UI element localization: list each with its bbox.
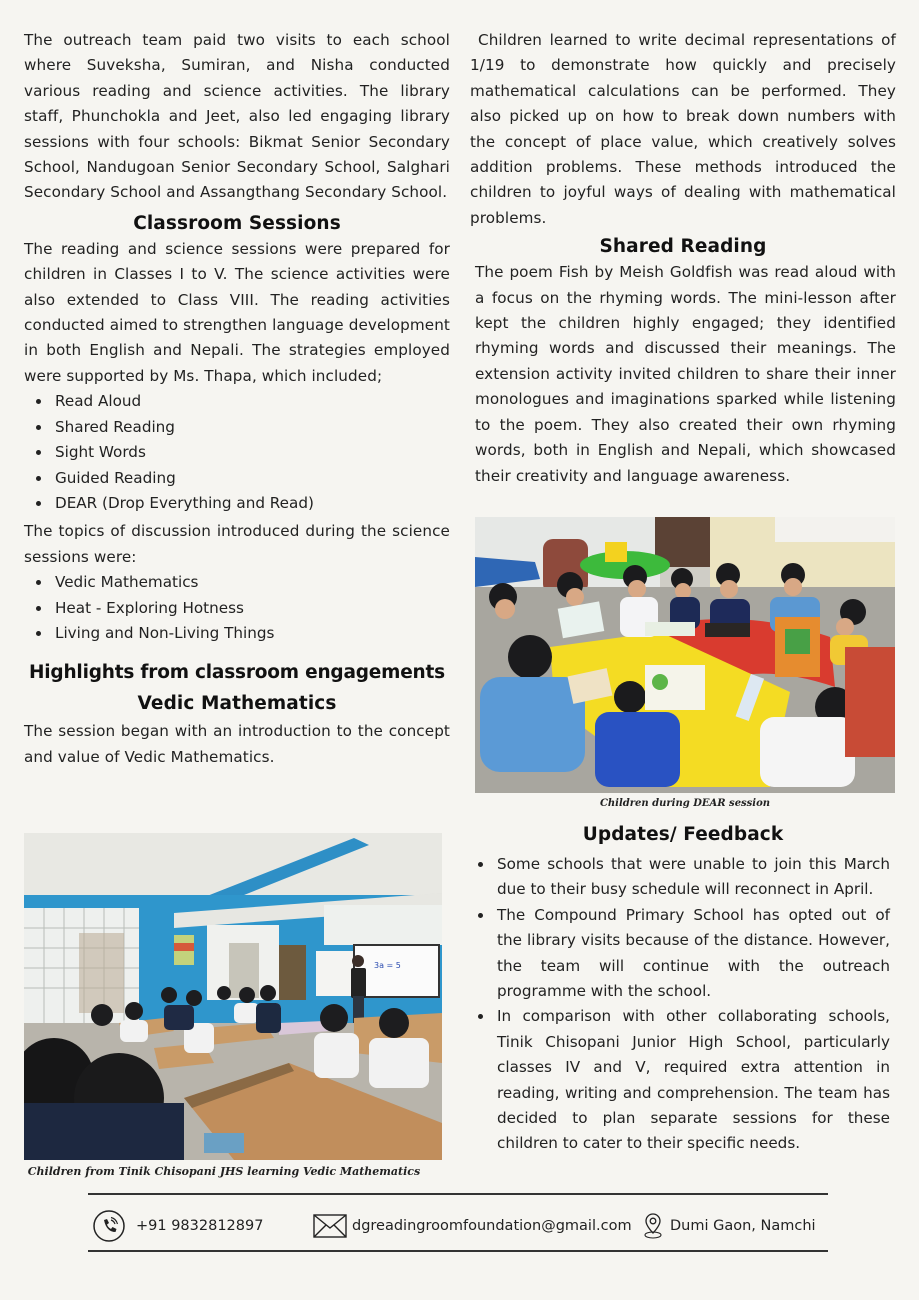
classroom-vedic-photo xyxy=(24,833,442,1160)
list-item: Guided Reading xyxy=(33,466,450,491)
footer-email[interactable] xyxy=(313,1211,632,1241)
classroom-illustration xyxy=(24,833,442,1160)
shared-reading-paragraph: The poem Fish by Meish Goldfish was read aloud with a focus on the rhyming words. The mini-lesson after kept the children highly engaged; they identified rhyming words and discussed their meanings. The extension activity invited children to share their inner monologues and imaginations sparked while listening to the poem. They also created their own rhyming words, both in English and Nepali, which showcased their creativity and language awareness. xyxy=(475,263,896,485)
list-item: Vedic Mathematics xyxy=(33,570,450,595)
phone-number: +91 9832812897 xyxy=(136,1218,264,1234)
footer-phone[interactable] xyxy=(92,1211,263,1241)
updates-list xyxy=(470,852,890,1157)
vedic-continued-paragraph: Children learned to write decimal representations of 1/19 to demonstrate how quickly and precisely mathematical calculations can be performed. They also picked up on how to break down numbers with the concept of place value, which creatively solves addition problems. These methods introduced the children to joyful ways of dealing with mathematical problems. xyxy=(470,31,896,227)
footer-top-divider xyxy=(88,1193,828,1195)
topics-list xyxy=(24,570,450,646)
dear-photo-caption: Children during DEAR session xyxy=(599,798,771,809)
list-item: DEAR (Drop Everything and Read) xyxy=(33,491,450,516)
list-item: Living and Non-Living Things xyxy=(33,621,450,646)
list-item: Shared Reading xyxy=(33,415,450,440)
email-address: dgreadingroomfoundation@gmail.com xyxy=(352,1218,632,1234)
list-item: Heat - Exploring Hotness xyxy=(33,596,450,621)
list-item: The Compound Primary School has opted out of the library visits because of the distance. However, the team will continue with the outreach programme with the school. xyxy=(475,903,890,1005)
vedic-mathematics-heading: Vedic Mathematics xyxy=(137,693,337,715)
right-column xyxy=(470,28,896,489)
footer-location[interactable] xyxy=(643,1211,816,1241)
envelope-icon xyxy=(313,1214,347,1238)
highlights-heading: Highlights from classroom engagements xyxy=(29,662,445,684)
svg-text:3a = 5: 3a = 5 xyxy=(374,961,401,970)
classroom-sessions-heading: Classroom Sessions xyxy=(133,212,341,234)
strategies-list xyxy=(24,389,450,516)
updates-section xyxy=(470,822,896,1157)
location-text: Dumi Gaon, Namchi xyxy=(670,1218,816,1234)
vedic-intro-paragraph: The session began with an introduction to the concept and value of Vedic Mathematics. xyxy=(24,722,450,766)
dear-session-photo xyxy=(475,517,895,793)
list-item: In comparison with other collaborating schools, Tinik Chisopani Junior High School, particularly classes IV and V, required extra attention in reading, writing and comprehension. The team has decided to plan separate sessions for these children to cater to their specific needs. xyxy=(475,1004,890,1156)
list-item: Some schools that were unable to join this March due to their busy schedule will reconnect in April. xyxy=(475,852,890,903)
phone-icon xyxy=(92,1209,126,1243)
updates-heading: Updates/ Feedback xyxy=(582,824,784,845)
reading-circle-illustration xyxy=(475,517,895,793)
left-column xyxy=(24,28,450,770)
shared-reading-heading: Shared Reading xyxy=(599,236,767,258)
classroom-photo-caption: Children from Tinik Chisopani JHS learning Vedic Mathematics xyxy=(27,1165,421,1178)
intro-paragraph: The outreach team paid two visits to each school where Suveksha, Sumiran, and Nisha conducted various reading and science activities. The library staff, Phunchokla and Jeet, also led engaging library sessions with four schools: Bikmat Senior Secondary School, Nandugoan Senior Secondary School, Salghari Secondary School and Assangthang Secondary School. xyxy=(24,31,450,202)
topics-intro: The topics of discussion introduced during the science sessions were: xyxy=(24,522,450,566)
location-pin-icon xyxy=(643,1212,663,1240)
footer-bottom-divider xyxy=(88,1250,828,1252)
list-item: Read Aloud xyxy=(33,389,450,414)
classroom-sessions-paragraph: The reading and science sessions were prepared for children in Classes I to V. The science activities were also extended to Class VIII. The reading activities conducted aimed to strengthen language development in both English and Nepali. The strategies employed were supported by Ms. Thapa, which included; xyxy=(24,239,450,385)
list-item: Sight Words xyxy=(33,440,450,465)
